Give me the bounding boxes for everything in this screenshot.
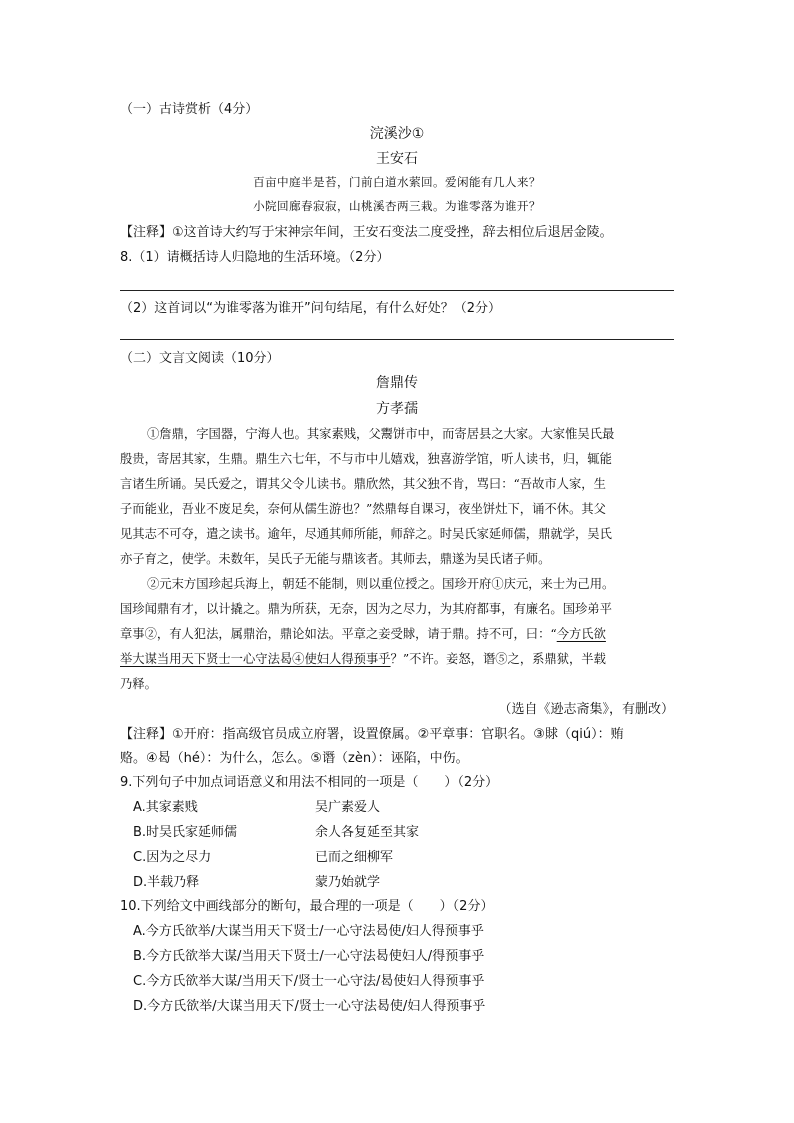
article-author: 方孝孺 — [376, 401, 418, 417]
para1-line-6: 亦子育之，使学。未数年，吴氏子无能与鼎该者。其师去，鼎遂为吴氏诸子师。 — [120, 552, 551, 566]
q9-option-c-left[interactable]: C.因为之尽力 — [133, 850, 212, 865]
underlined-quote-part-2: 举大谋当用天下贤士一心守法曷④使妇人得预事乎 — [120, 652, 391, 666]
q9-option-a-left[interactable]: A.其家素贱 — [133, 800, 198, 815]
para2-line-1: ②元末方国珍起兵海上，朝廷不能制，则以重位授之。国珍开府①庆元，来士为己用。 — [147, 577, 615, 591]
para1-line-1: ①詹鼎，字国器，宁海人也。其家素贱，父鬻饼市中，而寄居县之大家。大家惟吴氏最 — [147, 427, 615, 441]
para2-line-5: 乃释。 — [120, 677, 157, 691]
section1-heading: （一）古诗赏析（4分） — [120, 102, 259, 117]
para2-line-2: 国珍闻鼎有才，以计撬之。鼎为所获，无奈，因为之尽力，为其府都事，有廉名。国珍弟平 — [120, 602, 612, 616]
q9-option-b-right: 余人各复延至其家 — [315, 825, 420, 840]
section2-heading: （二）文言文阅读（10分） — [120, 351, 280, 366]
q10-option-d[interactable]: D.今方氏欲举/大谋当用天下/贤士一心守法曷使/妇人得预事乎 — [133, 999, 486, 1014]
quote-close-mark: ？” — [390, 652, 410, 666]
q9-option-a-right: 吴广素爱人 — [315, 800, 381, 815]
article-title: 詹鼎传 — [376, 375, 418, 391]
quote-open-mark: “ — [550, 627, 557, 641]
para2-line-3-text: 章事②，有人犯法，属鼎治，鼎论如法。平章之妾受賕，请于鼎。持不可，曰： — [120, 627, 551, 641]
q9-option-d-right: 蒙乃始就学 — [315, 875, 381, 890]
q9-option-b-left[interactable]: B.时吴氏家延师儒 — [133, 825, 238, 840]
q9-option-d-left[interactable]: D.半载乃释 — [133, 875, 200, 890]
question-8-2: （2）这首词以“为谁零落为谁开”问句结尾，有什么好处？（2分） — [120, 301, 502, 316]
para1-line-4: 子而能业，吾业不废足矣，奈何从儒生游也？”然鼎每自课习，夜坐饼灶下，诵不休。其父 — [120, 502, 606, 516]
poem-line-1: 百亩中庭半是苔，门前白道水萦回。爱闲能有几人来？ — [253, 175, 541, 189]
question-10-stem: 10.下列给文中画线部分的断句，最合理的一项是（ ）（2分） — [120, 899, 494, 914]
para2-after-quote: 不许。妾怒，谮⑤之，系鼎狱，半载 — [409, 652, 606, 666]
poem-note: 【注释】①这首诗大约写于宋神宗年间，王安石变法二度受挫，辞去相位后退居金陵。 — [120, 225, 613, 240]
article-source: （选自《逊志斋集》，有删改） — [498, 702, 674, 717]
question-8-1: 8.（1）请概括诗人归隐地的生活环境。（2分） — [120, 250, 390, 265]
q10-option-a[interactable]: A.今方氏欲举/大谋当用天下贤士/一心守法曷使/妇人得预事乎 — [133, 924, 484, 939]
poem-title: 浣溪沙① — [369, 126, 425, 142]
q9-option-c-right: 已而之细柳军 — [315, 850, 394, 865]
para1-line-3: 言诸生所诵。吴氏爱之，谓其父令儿读书。鼎欣然，其父独不肯，骂曰：“吾故市人家，生 — [120, 477, 606, 491]
poem-author: 王安石 — [376, 151, 418, 167]
para1-line-2: 殷贵，寄居其家，生鼎。鼎生六七年，不与市中儿嬉戏，独喜游学馆，听人读书，归，辄能 — [120, 452, 612, 466]
q10-option-b[interactable]: B.今方氏欲举大谋/当用天下贤士/一心守法曷使妇人/得预事乎 — [133, 949, 485, 964]
underlined-quote-part-1: 今方氏欲 — [556, 627, 606, 641]
answer-line-8-1 — [120, 290, 674, 291]
q10-option-c[interactable]: C.今方氏欲举大谋/当用天下/贤士一心守法/曷使妇人得预事乎 — [133, 974, 485, 989]
para2-line-4 — [120, 653, 606, 665]
question-9-stem: 9.下列句子中加点词语意义和用法不相同的一项是（ ）（2分） — [120, 775, 499, 790]
para1-line-5: 见其志不可夺，遣之读书。逾年，尽通其师所能，师辞之。时吴氏家延师儒，鼎就学，吴氏 — [120, 527, 612, 541]
article-note-line-1: 【注释】①开府：指高级官员成立府署，设置僚属。②平章事：官职名。③賕（qiú）：贿 — [120, 727, 624, 742]
para2-line-3 — [120, 628, 606, 640]
answer-line-8-2 — [120, 339, 674, 340]
poem-line-2: 小院回廊春寂寂，山桃溪杏两三栽。为谁零落为谁开？ — [253, 199, 541, 213]
article-note-line-2: 赂。④曷（hé）：为什么，怎么。⑤谮（zèn）：诬陷，中伤。 — [120, 751, 469, 766]
